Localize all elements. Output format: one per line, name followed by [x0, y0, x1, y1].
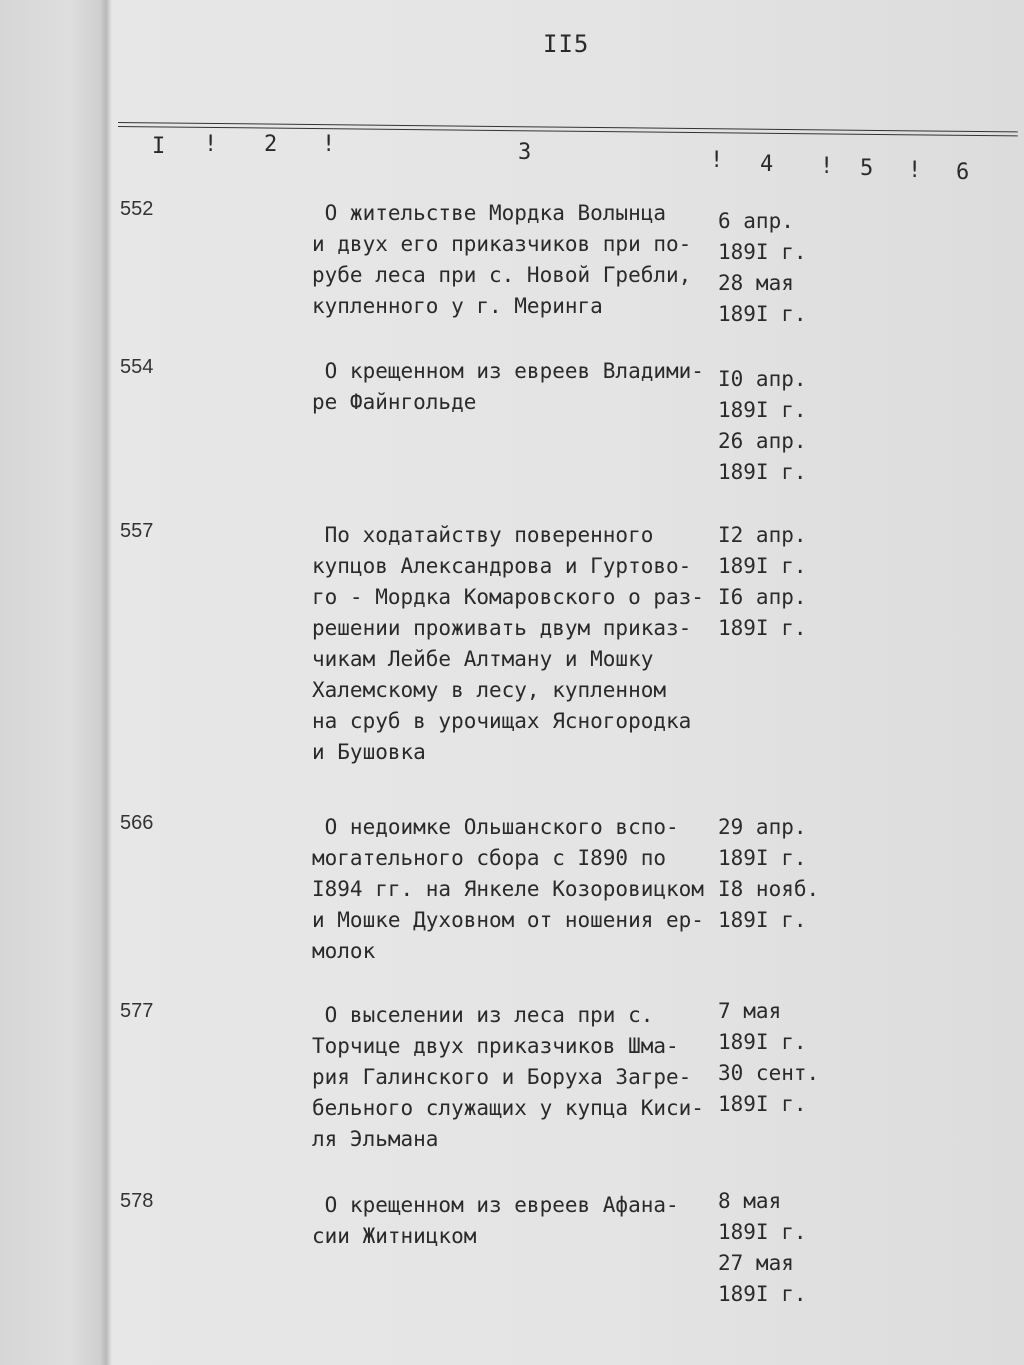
page-number: II5 [543, 30, 590, 58]
header-col-1: I [152, 134, 166, 159]
record-number: 552 [120, 198, 154, 220]
record-dates: 7 мая 189I г. 30 сент. 189I г. [718, 999, 820, 1116]
record-dates: 8 мая 189I г. 27 мая 189I г. [718, 1189, 807, 1306]
record-description: О выселении из леса при с. Торчице двух приказчиков Шма- рия Галинского и Боруха Загре- бельного служащих у купца Киси- ля Эльмана [312, 1003, 704, 1151]
record-number: 554 [120, 356, 154, 378]
record-description: О недоимке Ольшанского вспо- могательного сбора с I890 по I894 гг. на Янкеле Козоровицком и Мошке Духовном от ношения ер- молок [312, 815, 704, 963]
record-number: 577 [120, 1000, 154, 1022]
header-col-2: 2 [264, 132, 278, 157]
record-dates: I2 апр. 189I г. I6 апр. 189I г. [718, 523, 807, 640]
record-description: О крещенном из евреев Владими- ре Файнгольде [312, 359, 704, 414]
document-page [108, 0, 1024, 1365]
header-col-4: 4 [760, 152, 774, 177]
record-description: О жительстве Мордка Волынца и двух его приказчиков при по- рубе леса при с. Новой Гребли, купленного у г. Меринга [312, 201, 692, 318]
header-sep-3: ! [710, 148, 724, 173]
header-col-6: 6 [956, 160, 970, 185]
record-number: 566 [120, 812, 154, 834]
record-dates: I0 апр. 189I г. 26 апр. 189I г. [718, 367, 807, 484]
header-sep-4: ! [820, 154, 834, 179]
header-sep-1: ! [204, 132, 218, 157]
record-dates: 29 апр. 189I г. I8 нояб. 189I г. [718, 815, 820, 932]
table-header [108, 128, 1024, 185]
header-col-5: 5 [860, 156, 874, 181]
record-description: По ходатайству поверенного купцов Александрова и Гуртово- го - Мордка Комаровского о раз- решении проживать двум приказ- чикам Лейбе Алтману и Мошку Халемскому в лесу, купленном на сруб в урочищах Ясногородка и Бушовка [312, 523, 704, 764]
header-sep-5: ! [908, 158, 922, 183]
header-sep-2: ! [322, 132, 336, 157]
record-description: О крещенном из евреев Афана- сии Житницком [312, 1193, 679, 1248]
header-col-3: 3 [518, 140, 532, 165]
record-number: 557 [120, 520, 154, 542]
record-dates: 6 апр. 189I г. 28 мая 189I г. [718, 209, 807, 326]
record-number: 578 [120, 1190, 154, 1212]
